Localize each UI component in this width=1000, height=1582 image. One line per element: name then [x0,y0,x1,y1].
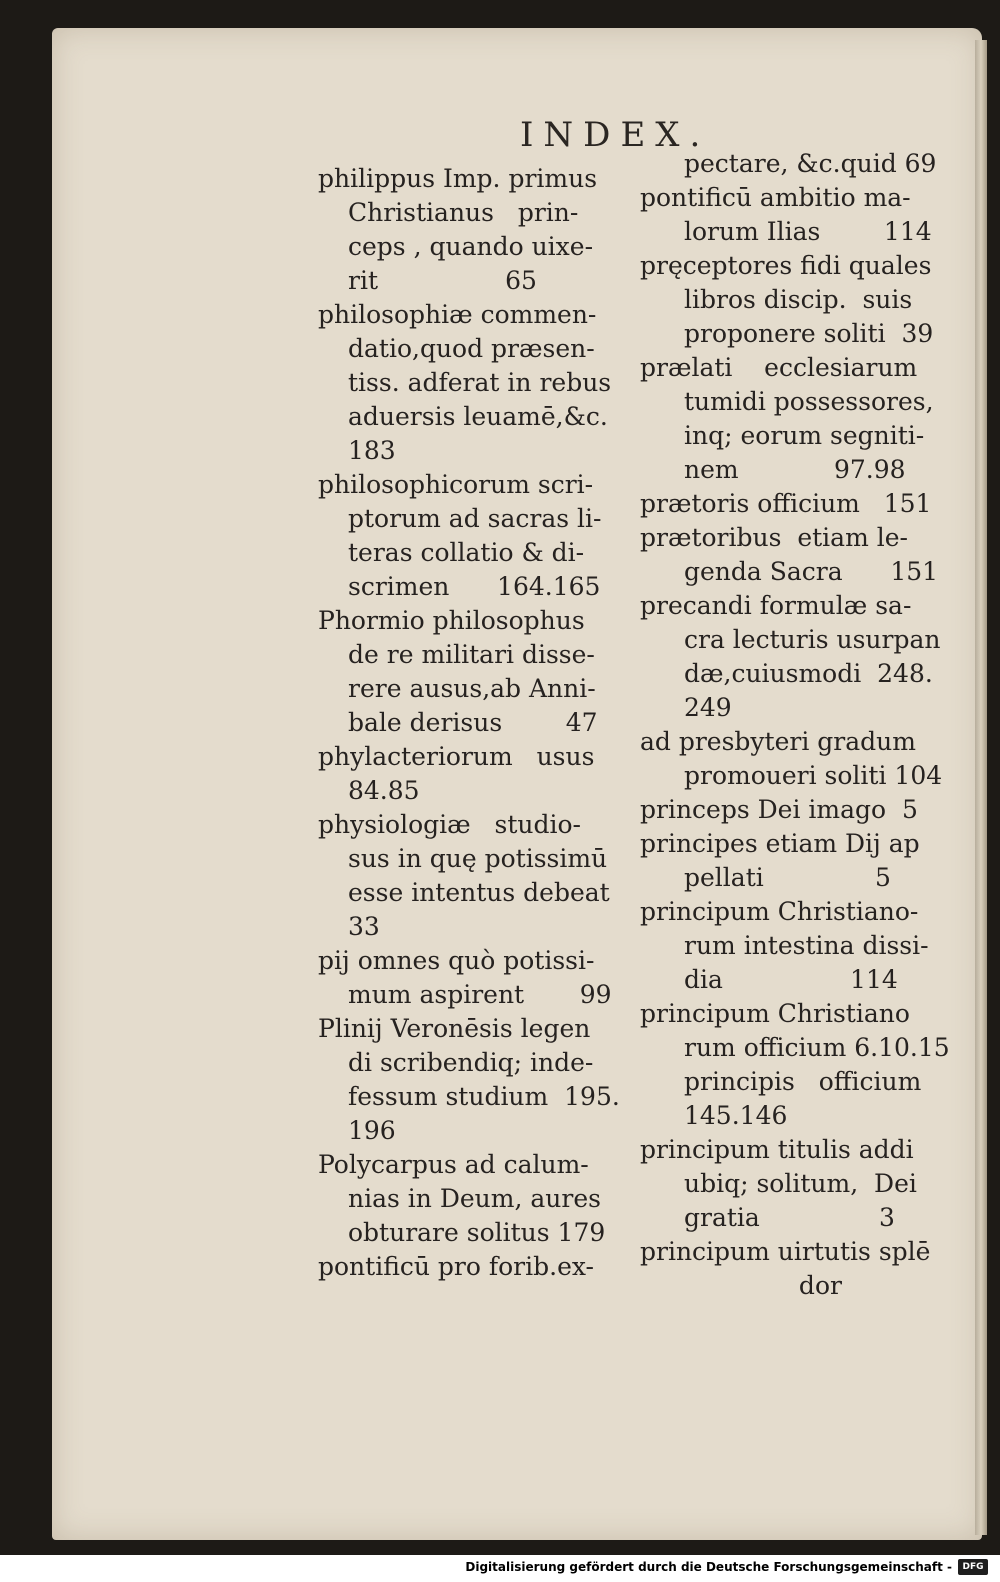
index-entry-line: philosophicorum scri- [318,470,594,499]
index-entry-line: dia 114 [684,965,898,994]
footer-credit: Digitalisierung gefördert durch die Deutsche Forschungsgemeinschaft - [465,1560,952,1574]
index-entry-line: proponere soliti 39 [684,319,934,348]
index-entry-line: principis officium [684,1067,922,1096]
index-entry-line: rit 65 [348,266,537,295]
index-entry-line: tiss. adferat in rebus [348,368,612,397]
index-entry-line: ubiq; solitum, Dei [684,1169,917,1198]
index-entry-line: principum Christiano [640,999,910,1028]
dfg-logo: DFG [958,1559,988,1575]
index-entry-line: ad presbyteri gradum [640,727,916,756]
index-entry-line: libros discip. suis [684,285,913,314]
index-entry-line: pontificū pro forib.ex- [318,1252,594,1281]
index-entry-line: principes etiam Dij ap [640,829,920,858]
index-entry-line: pellati 5 [684,863,891,892]
index-entry-line: Christianus prin- [348,198,579,227]
footer-bar [0,1555,1000,1582]
index-entry-line: nem 97.98 [684,455,906,484]
index-entry-line: inq; eorum segniti- [684,421,925,450]
index-entry-line: ptorum ad sacras li- [348,504,602,533]
index-column-right [640,147,960,1303]
index-entry-line: lorum Ilias 114 [684,217,932,246]
index-entry-line: teras collatio & di- [348,538,585,567]
index-entry-line: dæ,cuiusmodi 248. [684,659,933,688]
index-entry-line: aduersis leuamē,&c. [348,402,608,431]
index-entry-line: pontificū ambitio ma- [640,183,911,212]
index-entry-line: obturare solitus 179 [348,1218,606,1247]
page-heading: INDEX. [520,115,711,155]
index-entry-line: principum titulis addi [640,1135,914,1164]
index-entry-line: pij omnes quò potissi- [318,946,595,975]
index-entry-line: rum officium 6.10.15 [684,1033,950,1062]
index-entry-line: nias in Deum, aures [348,1184,601,1213]
index-column-left [318,162,638,1284]
index-entry-line: Phormio philosophus [318,606,585,635]
index-entry-line: datio,quod præsen- [348,334,595,363]
index-entry-line: prætoribus etiam le- [640,523,908,552]
index-entry-line: philippus Imp. primus [318,164,598,193]
index-entry-line: esse intentus debeat [348,878,610,907]
index-entry-line: rum intestina dissi- [684,931,929,960]
index-entry-line: sus in quę potissimū [348,844,608,873]
index-entry-line: princeps Dei imago 5 [640,795,918,824]
index-entry-line: ceps , quando uixe- [348,232,594,261]
index-entry-line: phylacteriorum usus [318,742,595,771]
index-entry-line: 249 [684,693,732,722]
index-entry-line: 84.85 [348,776,420,805]
index-entry-line: prætoris officium 151 [640,489,932,518]
index-entry-line: physiologiæ studio- [318,810,581,839]
index-entry-line: Polycarpus ad calum- [318,1150,589,1179]
index-entry-line: pectare, &c.quid 69 [684,149,937,178]
index-entry-line: di scribendiq; inde- [348,1048,594,1077]
index-entry-line: precandi formulæ sa- [640,591,912,620]
index-entry-line: gratia 3 [684,1203,895,1232]
index-entry-line: 183 [348,436,396,465]
index-entry-line: philosophiæ commen- [318,300,597,329]
index-entry-line: prælati ecclesiarum [640,353,918,382]
index-entry-line: rere ausus,ab Anni- [348,674,596,703]
index-entry-line: bale derisus 47 [348,708,598,737]
index-entry-line: 196 [348,1116,396,1145]
index-entry-line: tumidi possessores, [684,387,934,416]
index-entry-line: scrimen 164.165 [348,572,601,601]
index-entry-line: promoueri soliti 104 [684,761,943,790]
index-entry-line: Plinij Veronēsis legen [318,1014,591,1043]
index-entry-line: de re militari disse- [348,640,595,669]
index-entry-line: 145.146 [684,1101,788,1130]
index-entry-line: fessum studium 195. [348,1082,620,1111]
index-entry-line: 33 [348,912,380,941]
index-entry-line: dor [640,1271,842,1300]
index-entry-line: pręceptores fidi quales [640,251,932,280]
index-entry-line: mum aspirent 99 [348,980,612,1009]
page-edge [975,40,987,1535]
index-entry-line: principum Christiano- [640,897,919,926]
index-entry-line: genda Sacra 151 [684,557,939,586]
index-entry-line: principum uirtutis splē [640,1237,931,1266]
index-entry-line: cra lecturis usurpan [684,625,941,654]
